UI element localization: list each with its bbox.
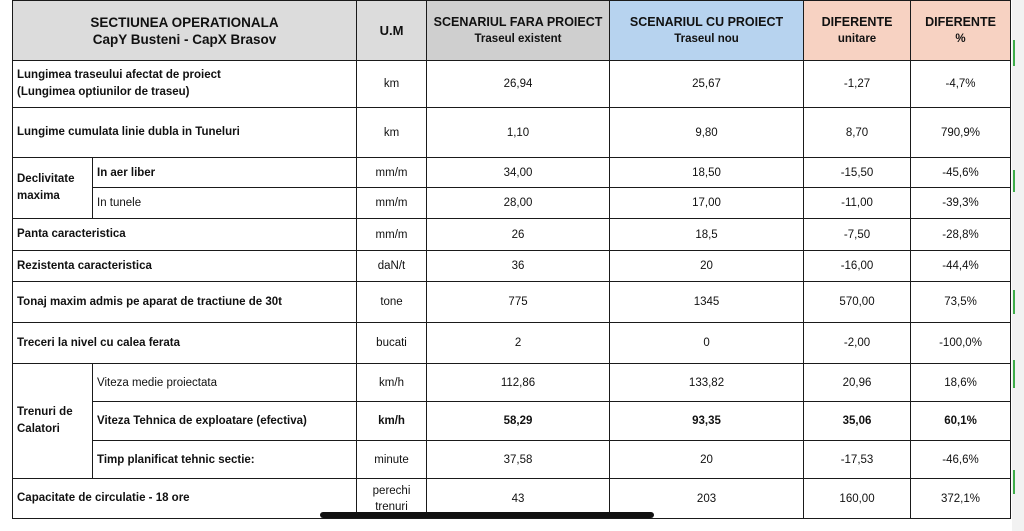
fara-cell: 43 — [427, 479, 610, 519]
um-line: trenuri — [375, 500, 408, 513]
table-row — [13, 323, 1011, 364]
scenario-without-project-header — [427, 1, 610, 61]
table-row — [13, 441, 1011, 479]
section-header — [13, 1, 357, 61]
fara-cell: 58,29 — [427, 402, 610, 441]
pct-cell: -4,7% — [911, 61, 1011, 108]
sub-label: Viteza medie proiectata — [93, 364, 357, 402]
diff-cell: -1,27 — [804, 61, 911, 108]
diff-unit-subtitle: unitare — [837, 32, 877, 45]
group-label-line: Trenuri de — [17, 406, 73, 418]
edge-mark — [1013, 290, 1015, 314]
diff-pct-subtitle: % — [955, 32, 966, 45]
fara-cell: 28,00 — [427, 188, 610, 219]
um-cell: tone — [357, 282, 427, 323]
pct-cell: 372,1% — [911, 479, 1011, 519]
pct-cell: -45,6% — [911, 158, 1011, 188]
table-row — [13, 188, 1011, 219]
sub-label: Viteza Tehnica de exploatare (efectiva) — [93, 402, 357, 441]
table-row — [13, 282, 1011, 323]
um-cell: minute — [357, 441, 427, 479]
sub-label: In aer liber — [93, 158, 357, 188]
pct-cell: 18,6% — [911, 364, 1011, 402]
fara-cell: 2 — [427, 323, 610, 364]
um-cell: mm/m — [357, 188, 427, 219]
diff-cell: 160,00 — [804, 479, 911, 519]
pct-cell: 60,1% — [911, 402, 1011, 441]
row-label: Capacitate de circulatie - 18 ore — [13, 479, 357, 519]
diff-pct-title: DIFERENTE — [925, 14, 996, 29]
um-cell: bucati — [357, 323, 427, 364]
table-row — [13, 251, 1011, 282]
um-cell: mm/m — [357, 158, 427, 188]
um-header: U.M — [357, 1, 427, 61]
fara-cell: 1,10 — [427, 108, 610, 158]
page-edge — [1012, 0, 1024, 531]
pct-cell: -44,4% — [911, 251, 1011, 282]
um-cell: km/h — [357, 402, 427, 441]
edge-mark — [1013, 470, 1015, 494]
fara-cell: 36 — [427, 251, 610, 282]
diff-percent-header — [911, 1, 1011, 61]
fara-cell: 112,86 — [427, 364, 610, 402]
row-label-line: Lungimea traseului afectat de proiect — [17, 69, 221, 81]
diff-cell: -17,53 — [804, 441, 911, 479]
scenario-with-project-header — [610, 1, 804, 61]
um-cell: km — [357, 61, 427, 108]
diff-cell: 35,06 — [804, 402, 911, 441]
pct-cell: -39,3% — [911, 188, 1011, 219]
pct-cell: 790,9% — [911, 108, 1011, 158]
edge-mark — [1013, 360, 1015, 388]
diff-cell: -15,50 — [804, 158, 911, 188]
cu-title: SCENARIUL CU PROIECT — [629, 14, 784, 29]
row-label: Panta caracteristica — [13, 219, 357, 251]
group-label-line: maxima — [17, 190, 60, 202]
edge-mark — [1013, 170, 1015, 192]
group-label — [13, 364, 93, 479]
cu-cell: 133,82 — [610, 364, 804, 402]
fara-cell: 26 — [427, 219, 610, 251]
cu-cell: 18,5 — [610, 219, 804, 251]
fara-cell: 37,58 — [427, 441, 610, 479]
diff-unit-header — [804, 1, 911, 61]
cu-cell: 203 — [610, 479, 804, 519]
fara-cell: 34,00 — [427, 158, 610, 188]
cu-cell: 0 — [610, 323, 804, 364]
row-label: Treceri la nivel cu calea ferata — [13, 323, 357, 364]
cu-cell: 25,67 — [610, 61, 804, 108]
operational-section-table — [12, 0, 1011, 519]
home-indicator-bar[interactable] — [320, 512, 654, 518]
fara-title: SCENARIUL FARA PROIECT — [433, 14, 603, 29]
section-title: SECTIUNEA OPERATIONALA — [90, 14, 279, 30]
table-row — [13, 402, 1011, 441]
group-label — [13, 158, 93, 219]
group-label-line: Calatori — [17, 423, 60, 435]
edge-mark — [1013, 40, 1015, 66]
row-label-line: (Lungimea optiunilor de traseu) — [17, 86, 190, 98]
pct-cell: -46,6% — [911, 441, 1011, 479]
table-row — [13, 61, 1011, 108]
cu-cell: 1345 — [610, 282, 804, 323]
table-row — [13, 158, 1011, 188]
fara-cell: 26,94 — [427, 61, 610, 108]
row-label: Rezistenta caracteristica — [13, 251, 357, 282]
cu-cell: 9,80 — [610, 108, 804, 158]
row-label — [13, 61, 357, 108]
pct-cell: 73,5% — [911, 282, 1011, 323]
diff-cell: -7,50 — [804, 219, 911, 251]
diff-unit-title: DIFERENTE — [821, 14, 893, 29]
fara-cell: 775 — [427, 282, 610, 323]
table-row — [13, 219, 1011, 251]
diff-cell: -2,00 — [804, 323, 911, 364]
cu-cell: 20 — [610, 441, 804, 479]
cu-cell: 17,00 — [610, 188, 804, 219]
diff-cell: -16,00 — [804, 251, 911, 282]
diff-cell: 570,00 — [804, 282, 911, 323]
um-cell: mm/m — [357, 219, 427, 251]
sub-label: Timp planificat tehnic sectie: — [93, 441, 357, 479]
group-label-line: Declivitate — [17, 173, 75, 185]
table-row — [13, 364, 1011, 402]
row-label: Lungime cumulata linie dubla in Tuneluri — [13, 108, 357, 158]
um-cell: km — [357, 108, 427, 158]
diff-cell: 20,96 — [804, 364, 911, 402]
cu-cell: 93,35 — [610, 402, 804, 441]
um-line: perechi — [372, 484, 411, 497]
diff-cell: -11,00 — [804, 188, 911, 219]
row-label: Tonaj maxim admis pe aparat de tractiune de 30t — [13, 282, 357, 323]
fara-subtitle: Traseul existent — [474, 32, 562, 45]
header-row — [13, 1, 1011, 61]
cu-cell: 18,50 — [610, 158, 804, 188]
table-row — [13, 108, 1011, 158]
um-cell: km/h — [357, 364, 427, 402]
cu-subtitle: Traseul nou — [674, 32, 739, 45]
pct-cell: -100,0% — [911, 323, 1011, 364]
um-cell: daN/t — [357, 251, 427, 282]
cu-cell: 20 — [610, 251, 804, 282]
sub-label: In tunele — [93, 188, 357, 219]
section-subtitle: CapY Busteni - CapX Brasov — [92, 31, 277, 47]
diff-cell: 8,70 — [804, 108, 911, 158]
pct-cell: -28,8% — [911, 219, 1011, 251]
